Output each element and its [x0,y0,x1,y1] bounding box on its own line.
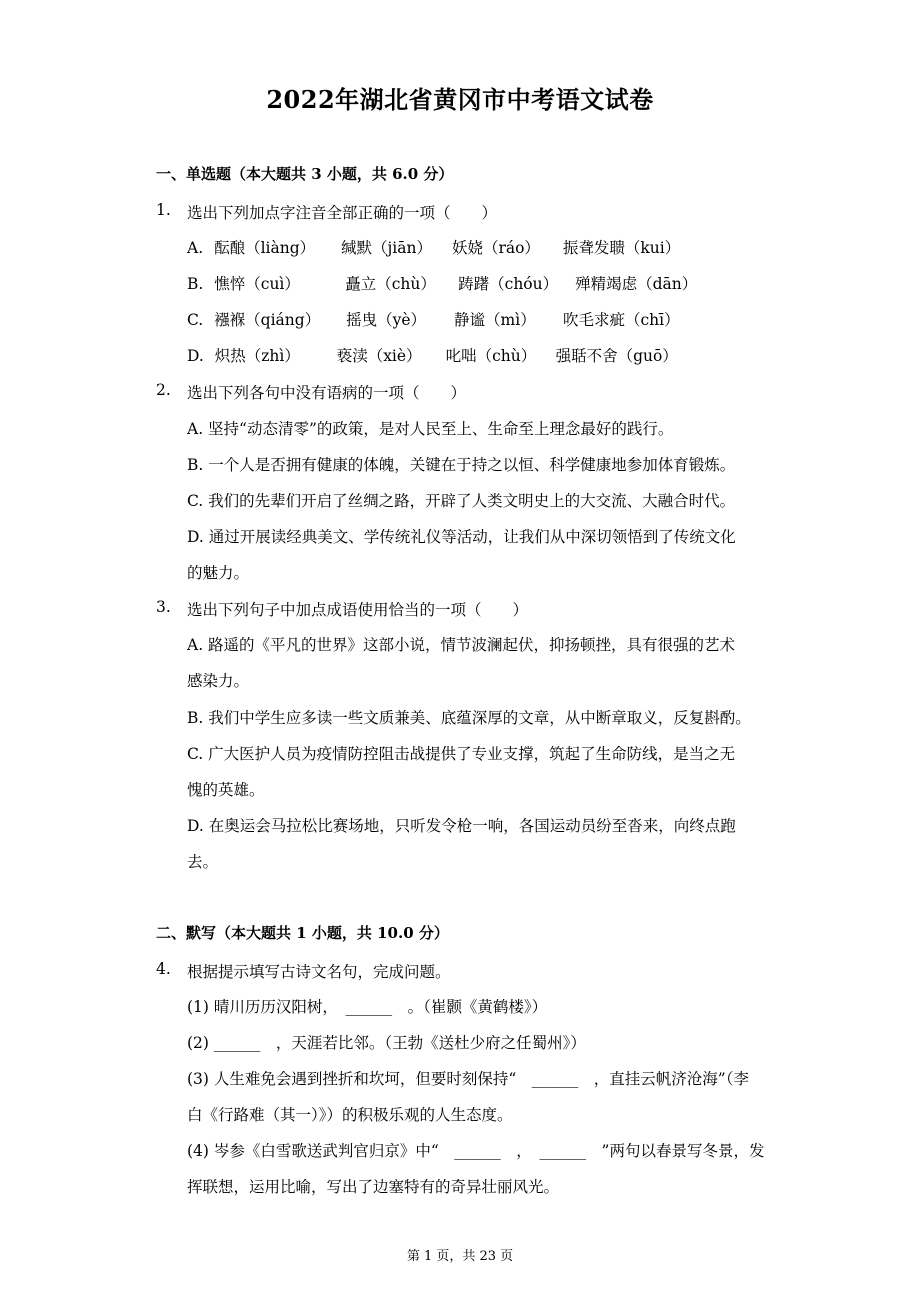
option-word: 吹毛求疵（chī） [562,311,680,329]
option-word: 炽热（zhì） [214,347,300,365]
option-word: 亵渎（xiè） [336,347,422,365]
option-b: B. 我们中学生应多读一些文质兼美、底蕴深厚的文章，从中断章取义，反复斟酌。 [187,709,751,727]
option-d-continued: 的魅力。 [187,564,250,582]
option-a: A. 坚持“动态清零”的政策，是对人民至上、生命至上理念最好的践行。 [187,420,674,438]
fill-item-3: (3) 人生难免会遇到挫折和坎坷，但要时刻保持“ ______ ，直挂云帆济沧海”（李 [187,1070,749,1088]
option-d: D. 通过开展读经典美文、学传统礼仪等活动，让我们从中深切领悟到了传统文化 [187,528,736,546]
option-word: 襁褓（qiáng） [214,311,321,329]
option-c: C. 广大医护人员为疫情防控阻击战提供了专业支撑，筑起了生命防线，是当之无 [187,745,736,763]
question-stem: 选出下列句子中加点成语使用恰当的一项（ ） [187,601,529,619]
fill-item-4-continued: 挥联想，运用比喻，写出了边塞特有的奇异壮丽风光。 [187,1178,560,1196]
option-a: A. 酝酿（liàng） 缄默（jiān） 妖娆（ráo） 振聋发聩（kui） [187,236,680,258]
option-b: B. 一个人是否拥有健康的体魄，关键在于持之以恒、科学健康地参加体育锻炼。 [187,456,736,474]
option-word: 踌躇（chóu） [458,275,559,293]
option-word: 憔悴（cuì） [214,275,300,293]
option-word: 妖娆（ráo） [451,239,540,257]
option-c-continued: 愧的英雄。 [187,781,265,799]
fill-item-4: (4) 岑参《白雪歌送武判官归京》中“ ______ ， ______ ”两句以春景写冬景，发 [187,1142,765,1160]
question-number: 4. [156,960,171,978]
page-footer: 第 1 页，共 23 页 [406,1249,514,1264]
option-b: B. 憔悴（cuì） 矗立（chù） 踌躇（chóu） 殚精竭虑（dān） [187,272,697,294]
option-word: 殚精竭虑（dān） [575,275,698,293]
option-word: 静谧（mì） [454,311,536,329]
option-word: 叱咄（chù） [445,347,537,365]
fill-item-1: (1) 晴川历历汉阳树， ______ 。（崔颢《黄鹤楼》） [187,998,548,1016]
option-word: 酝酿（liàng） [214,239,316,257]
option-word: 缄默（jiān） [341,239,432,257]
option-d: D. 在奥运会马拉松比赛场地，只听发令枪一响，各国运动员纷至沓来，向终点跑 [187,817,736,835]
option-a-continued: 感染力。 [187,672,250,690]
question-number: 2. [156,381,171,399]
option-a: A. 路遥的《平凡的世界》这部小说，情节波澜起伏，抑扬顿挫，具有很强的艺术 [187,636,736,654]
question-stem: 选出下列加点字注音全部正确的一项（ ） [187,204,498,222]
option-word: 摇曳（yè） [346,311,427,329]
question-stem: 选出下列各句中没有语病的一项（ ） [187,384,467,402]
question-number: 1. [156,201,171,219]
option-word: 矗立（chù） [345,275,436,293]
question-stem: 根据提示填写古诗文名句，完成问题。 [187,963,451,981]
option-c: C. 我们的先辈们开启了丝绸之路，开辟了人类文明史上的大交流、大融合时代。 [187,492,736,510]
option-word: 强聒不舍（guō） [555,347,678,365]
page-title: 2022年湖北省黄冈市中考语文试卷 [266,85,654,114]
fill-item-3-continued: 白《行路难（其一）》）的积极乐观的人生态度。 [187,1106,513,1124]
section-heading-2: 二、默写（本大题共 1 小题，共 10.0 分） [156,924,449,942]
option-d: D. 炽热（zhì） 亵渎（xiè） 叱咄（chù） 强聒不舍（guō） [187,344,678,366]
option-word: 振聋发聩（kui） [562,239,681,257]
option-d-continued: 去。 [187,853,219,871]
fill-item-2: (2) ______ ，天涯若比邻。（王勃《送杜少府之任蜀州》） [187,1034,586,1052]
section-heading-1: 一、单选题（本大题共 3 小题，共 6.0 分） [156,165,454,183]
option-c: C. 襁褓（qiáng） 摇曳（yè） 静谧（mì） 吹毛求疵（chī） [187,308,680,330]
question-number: 3. [156,598,171,616]
